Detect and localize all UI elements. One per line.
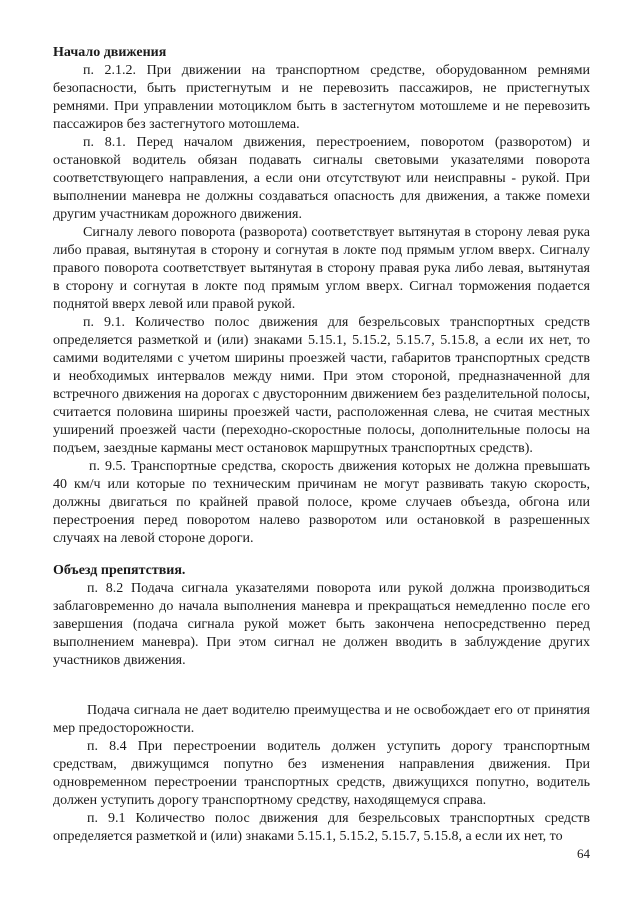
section-heading-obstacle-avoidance: Объезд препятствия. (53, 563, 186, 578)
paragraph-8-4: п. 8.4 При перестроении водитель должен уступить дорогу транспортным средствам, движущимся попутно без изменения направления движения. При одновременном перестроении транспортных средств, движущихся попутно, водитель должен уступить дорогу транспортному средству, находящемуся справа. (53, 739, 590, 808)
paragraph-9-1: п. 9.1. Количество полос движения для безрельсовых транспортных средств определяется разметкой и (или) знаками 5.15.1, 5.15.2, 5.15.7, 5.15.8, а если их нет, то самими водителями с учетом ширины проезжей части, габаритов транспортных средств и необходимых интервалов между ними. При этом стороной, предназначенной для встречного движения на дорогах с двусторонним движением без разделительной полосы, считается половина ширины проезжей части, расположенная слева, не считая местных уширений проезжей части (переходно-скоростные полосы, дополнительные полосы на подъем, заездные карманы мест остановок маршрутных транспортных средств). (53, 315, 590, 456)
paragraph-9-1-repeat: п. 9.1 Количество полос движения для безрельсовых транспортных средств определяется разметкой и (или) знаками 5.15.1, 5.15.2, 5.15.7, 5.15.8, а если их нет, то (53, 811, 590, 844)
paragraph-spacer (53, 670, 590, 702)
paragraph-turn-signals: Сигналу левого поворота (разворота) соответствует вытянутая в сторону левая рука либо правая, вытянутая в сторону и согнутая в локте под прямым углом вверх. Сигналу правого поворота соответствует вытянутая в сторону правая рука либо левая, вытянутая в сторону и согнутая в локте под прямым углом вверх. Сигнал торможения подается поднятой вверх левой или правой рукой. (53, 225, 590, 312)
section-heading-start-of-movement: Начало движения (53, 45, 167, 60)
paragraph-2-1-2: п. 2.1.2. При движении на транспортном средстве, оборудованном ремнями безопасности, быть пристегнутым и не перевозить пассажиров, не пристегнутых ремнями. При управлении мотоциклом быть в застегнутом мотошлеме и не перевозить пассажиров без застегнутого мотошлема. (53, 63, 590, 132)
paragraph-9-5: п. 9.5. Транспортные средства, скорость движения которых не должна превышать 40 км/ч или которые по техническим причинам не могут развивать такую скорость, должны двигаться по крайней правой полосе, кроме случаев объезда, обгона или перестроения перед поворотом налево разворотом или остановкой в разрешенных случаях на левой стороне дороги. (53, 459, 590, 546)
section-spacer (53, 548, 590, 562)
paragraph-8-2: п. 8.2 Подача сигнала указателями поворота или рукой должна производиться заблаговременно до начала выполнения маневра и прекращаться немедленно после его завершения (подача сигнала рукой может быть закончена непосредственно перед выполнением маневра). При этом сигнал не должен вводить в заблуждение других участников движения. (53, 581, 590, 668)
paragraph-8-1: п. 8.1. Перед началом движения, перестроением, поворотом (разворотом) и остановкой водитель обязан подавать сигналы световыми указателями поворота соответствующего направления, а если они отсутствуют или неисправны - рукой. При выполнении маневра не должны создаваться опасность для движения, а также помехи другим участникам дорожного движения. (53, 135, 590, 222)
page-number: 64 (577, 846, 590, 861)
paragraph-signal-no-priority: Подача сигнала не дает водителю преимущества и не освобождает его от принятия мер предосторожности. (53, 703, 590, 736)
